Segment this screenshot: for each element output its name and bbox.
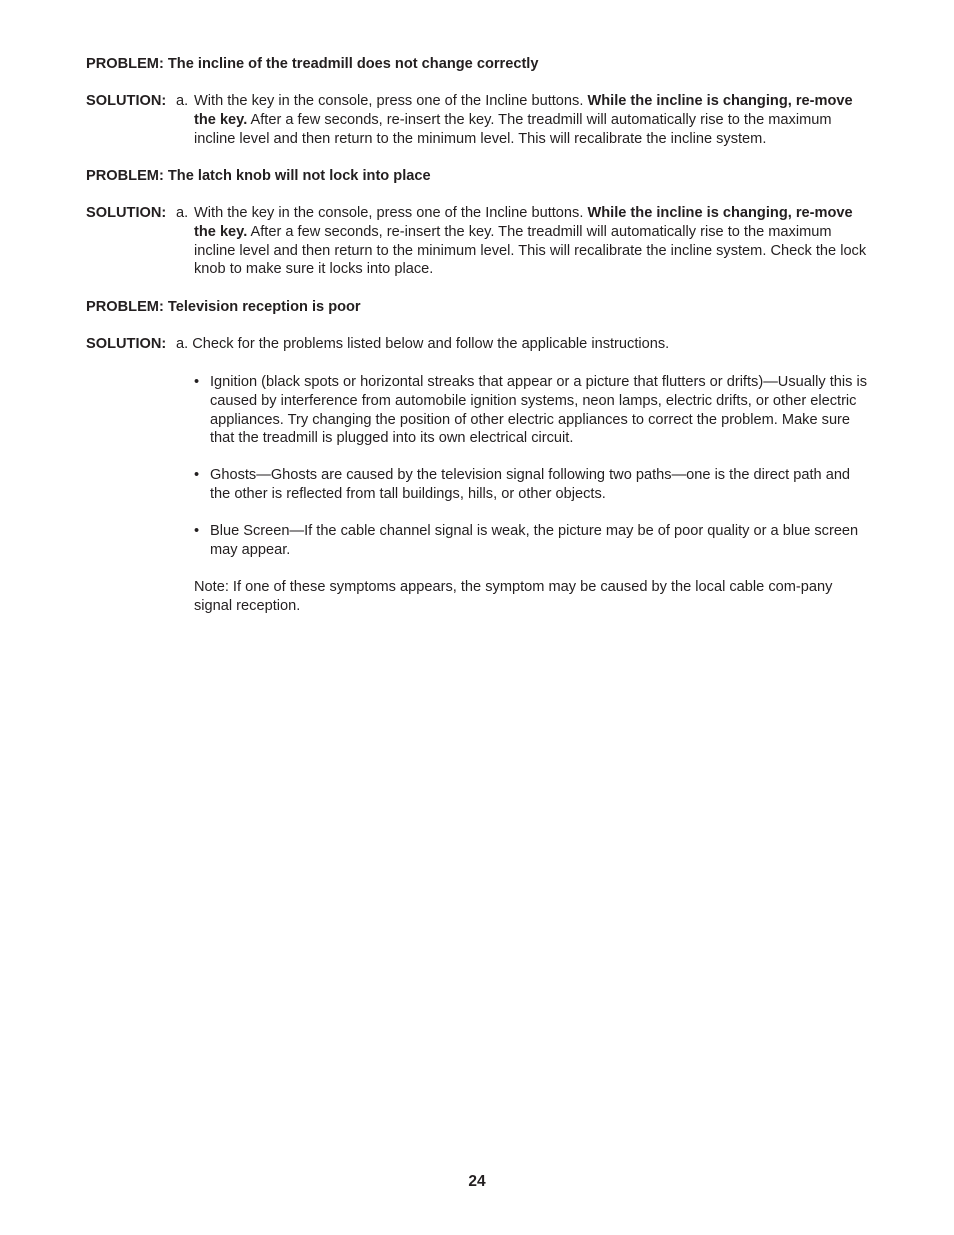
problem-heading-television: PROBLEM: Television reception is poor: [86, 299, 361, 315]
solution-text: [194, 204, 874, 279]
solution-label: SOLUTION:: [86, 336, 167, 352]
solution-text-rest: After a few seconds, re-insert the key. The treadmill will automatically rise to the maximum incline level and then return to the minimum level. This will recalibrate the incline system. Check the lock knob to make sure it locks into place.: [194, 223, 867, 278]
bullet-icon: •: [194, 523, 200, 539]
solution-text-bold: While the incline is changing, re-move the key.: [194, 93, 853, 128]
solution-letter: a.: [176, 205, 189, 221]
solution-letter: a.: [176, 93, 189, 109]
solution-text: [194, 92, 874, 148]
solution-text-intro: With the key in the console, press one of the Incline buttons.: [194, 93, 588, 109]
solution-text-intro: With the key in the console, press one of the Incline buttons.: [194, 205, 588, 221]
bullet-icon: •: [194, 374, 200, 390]
problem-heading-incline: PROBLEM: The incline of the treadmill does not change correctly: [86, 56, 539, 72]
page-number: 24: [468, 1173, 486, 1190]
solution-label: SOLUTION:: [86, 93, 167, 109]
bullet-icon: •: [194, 467, 200, 483]
solution-label: SOLUTION:: [86, 205, 167, 221]
list-item-text: Ghosts—Ghosts are caused by the television signal following two paths—one is the direct path and the other is reflected from tall buildings, hills, or other objects.: [210, 467, 851, 502]
solution-text-rest: After a few seconds, re-insert the key. The treadmill will automatically rise to the maximum incline level and then return to the minimum level. This will recalibrate the incline system.: [194, 111, 832, 147]
list-item-text: Blue Screen—If the cable channel signal is weak, the picture may be of poor quality or a blue screen may appear.: [210, 523, 859, 558]
list-item-text: Ignition (black spots or horizontal streaks that appear or a picture that flutters or drifts)—Usually this is caused by interference from automobile ignition systems, neon lamps, electric drifts, or other electric appliances. Try changing the position of other electric appliances to correct the problem. Make sure that the treadmill is plugged into its own electrical circuit.: [210, 374, 868, 447]
problem-heading-latch: PROBLEM: The latch knob will not lock into place: [86, 168, 431, 184]
solution-text-bold: While the incline is changing, re-move the key.: [194, 205, 853, 240]
solution-text: a. Check for the problems listed below and follow the applicable instructions.: [176, 336, 670, 352]
note-text: Note: If one of these symptoms appears, the symptom may be caused by the local cable com-pany signal reception.: [194, 579, 833, 614]
